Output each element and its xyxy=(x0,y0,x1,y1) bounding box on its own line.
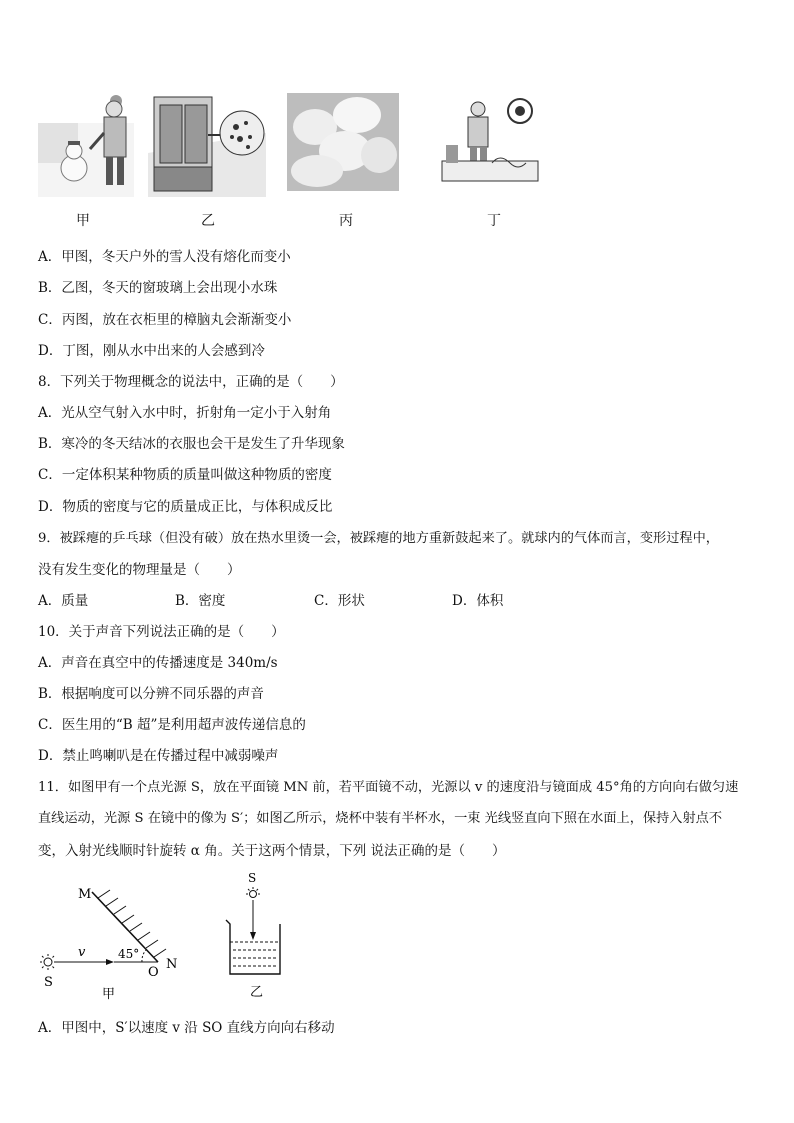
q9-option-a[interactable]: A．质量 xyxy=(38,593,89,609)
picture-window xyxy=(148,93,266,197)
vertical-ray-arrowhead xyxy=(250,932,256,940)
q10-option-c[interactable]: C．医生用的“B 超”是利用超声波传递信息的 xyxy=(38,717,306,733)
caption-jia: 甲 xyxy=(76,213,90,229)
water xyxy=(230,942,280,966)
q9-option-b[interactable]: B．密度 xyxy=(175,593,226,609)
q8-option-b[interactable]: B．寒冷的冬天结冰的衣服也会干是发生了升华现象 xyxy=(38,436,345,452)
snowman-illustration xyxy=(38,93,134,197)
swimmer-illustration xyxy=(432,93,544,191)
q7-option-d[interactable]: D．丁图，刚从水中出来的人会感到冷 xyxy=(38,343,265,359)
label-s-beaker: S xyxy=(248,871,257,885)
q11-diagram xyxy=(30,870,290,1010)
caption-right: 乙 xyxy=(250,985,264,1000)
caption-left: 甲 xyxy=(102,987,116,1002)
mothballs-photo xyxy=(287,93,399,191)
q11-stem-line2: 直线运动，光源 S 在镜中的像为 S′；如图乙所示，烧杯中装有半杯水，一束 光线竖直向下照在水面上，保持入射点不 xyxy=(38,811,723,826)
angle-arc xyxy=(142,950,146,962)
label-45: 45° xyxy=(118,947,140,961)
q11-option-a[interactable]: A．甲图中，S′以速度 v 沿 SO 直线方向向右移动 xyxy=(38,1020,335,1036)
caption-ding: 丁 xyxy=(487,213,501,229)
q9-options-row xyxy=(38,592,558,610)
q11-stem-line3: 变，入射光线顺时针旋转 α 角。关于这两个情景，下列 说法正确的是（ ） xyxy=(38,843,506,859)
q8-option-a[interactable]: A．光从空气射入水中时，折射角一定小于入射角 xyxy=(38,405,332,421)
q11-stem-line1: 11．如图甲有一个点光源 S，放在平面镜 MN 前，若平面镜不动，光源以 v 的速度沿与镜面成 45°角的方向向右做匀速 xyxy=(38,780,739,795)
label-v: v xyxy=(78,945,86,960)
q10-option-d[interactable]: D．禁止鸣喇叭是在传播过程中减弱噪声 xyxy=(38,748,279,764)
q9-option-d[interactable]: D．体积 xyxy=(452,593,504,609)
q8-stem: 8．下列关于物理概念的说法中，正确的是（ ） xyxy=(38,374,344,390)
q8-option-d[interactable]: D．物质的密度与它的质量成正比，与体积成反比 xyxy=(38,499,333,515)
q7-option-b[interactable]: B．乙图，冬天的窗玻璃上会出现小水珠 xyxy=(38,280,278,296)
label-s: S xyxy=(44,975,53,990)
picture-swimmer xyxy=(432,93,544,191)
caption-yi: 乙 xyxy=(201,213,215,229)
window-illustration xyxy=(148,93,266,197)
velocity-arrowhead xyxy=(106,959,114,965)
caption-bing: 丙 xyxy=(339,213,353,229)
q10-stem: 10．关于声音下列说法正确的是（ ） xyxy=(38,624,285,640)
q8-option-c[interactable]: C．一定体积某种物质的质量叫做这种物质的密度 xyxy=(38,467,332,483)
q7-option-c[interactable]: C．丙图，放在衣柜里的樟脑丸会渐渐变小 xyxy=(38,312,292,328)
label-m: M xyxy=(78,887,92,902)
label-n: N xyxy=(166,957,178,972)
q10-option-a[interactable]: A．声音在真空中的传播速度是 340m/s xyxy=(38,655,278,671)
q10-option-b[interactable]: B．根据响度可以分辨不同乐器的声音 xyxy=(38,686,264,702)
label-o: O xyxy=(148,965,159,980)
light-source-sun-icon xyxy=(40,954,56,970)
picture-mothballs xyxy=(287,93,399,191)
beaker-light-sun-icon xyxy=(246,887,260,898)
q7-option-a[interactable]: A．甲图，冬天户外的雪人没有熔化而变小 xyxy=(38,249,291,265)
q9-stem-line2: 没有发生变化的物理量是（ ） xyxy=(38,562,241,578)
q9-option-c[interactable]: C．形状 xyxy=(314,593,365,609)
picture-snowman xyxy=(38,93,134,197)
q9-stem-line1: 9．被踩瘪的乒乓球（但没有破）放在热水里烫一会，被踩瘪的地方重新鼓起来了。就球内的气体而言，变形过程中， xyxy=(38,531,719,546)
